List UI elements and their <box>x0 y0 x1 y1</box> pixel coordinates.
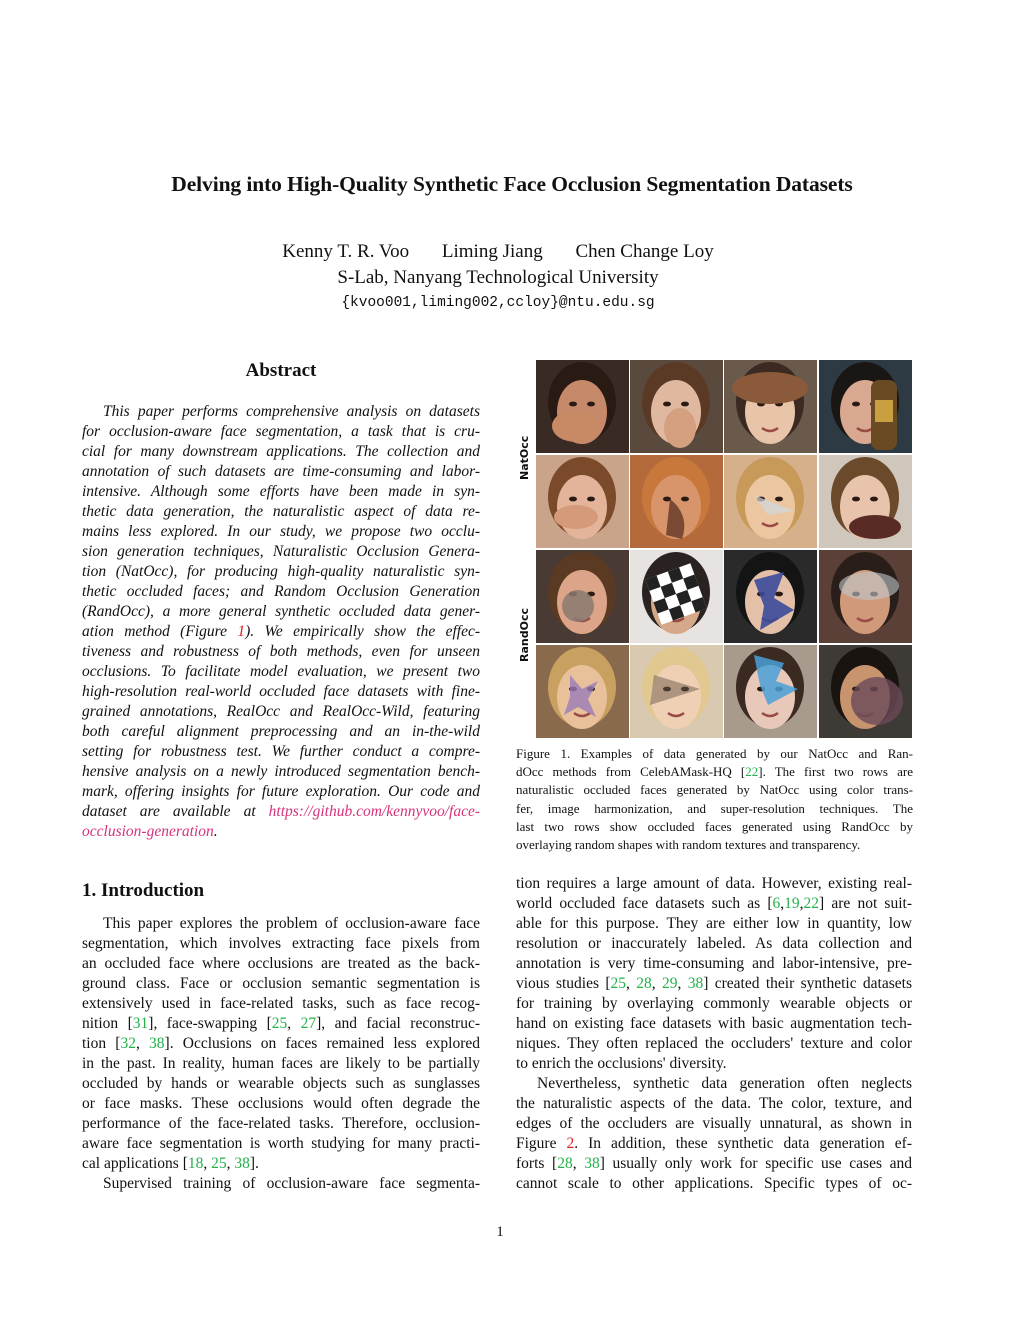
face-thumbnail <box>724 645 817 738</box>
citation[interactable]: 38 <box>584 1155 600 1172</box>
text-fragment: , <box>651 975 662 992</box>
text-line: performance of the face-related tasks. Therefore, occlusion- <box>82 1115 480 1132</box>
right-column-body <box>516 874 912 1194</box>
row-label-randocc: RandOcc <box>518 608 531 662</box>
text-fragment: . <box>213 823 218 840</box>
row-label-natocc: NatOcc <box>518 435 531 480</box>
text-line: (RandOcc), a more general synthetic occluded data gener- <box>82 603 480 620</box>
text-fragment: vious studies [ <box>516 975 611 992</box>
text-line: sion generation techniques, Naturalistic Occlusion Genera- <box>82 543 480 560</box>
text-line: edges of the occluders are visually unnatural, as shown in <box>516 1115 912 1132</box>
face-thumbnail <box>536 645 629 738</box>
text-line <box>82 802 480 822</box>
citation[interactable]: 19 <box>784 895 800 912</box>
text-line: aware face segmentation is worth studying for many practi- <box>82 1135 480 1152</box>
text-fragment: , <box>626 975 637 992</box>
text-line: for training by overlaying commonly wearable objects or <box>516 995 912 1012</box>
section-heading: 1. Introduction <box>82 880 205 901</box>
text-line: This paper explores the problem of occlusion-aware face <box>103 915 480 932</box>
text-fragment: , <box>799 895 804 912</box>
figure-1 <box>516 360 913 740</box>
text-line <box>516 894 912 914</box>
text-line: an occluded face where occlusions are treated as the back- <box>82 955 480 972</box>
affiliation: S-Lab, Nanyang Technological University <box>337 267 659 288</box>
text-line <box>82 1014 480 1034</box>
citation[interactable]: 29 <box>662 975 678 992</box>
text-line: Supervised training of occlusion-aware face segmenta- <box>103 1175 480 1192</box>
text-line: extensively used in face-related tasks, such as face recog- <box>82 995 480 1012</box>
text-fragment: world occluded face datasets such as [ <box>516 895 773 912</box>
text-line: occlusions. To facilitate model evaluation, we present two <box>82 663 480 680</box>
text-fragment: , <box>203 1155 212 1172</box>
citation[interactable]: 18 <box>187 1155 204 1172</box>
text-fragment: ] created their synthetic datasets <box>703 975 912 992</box>
text-line <box>516 1134 912 1154</box>
text-line: setting for robustness test. We further conduct a compre- <box>82 743 480 760</box>
text-fragment: ]. The first two rows are <box>758 764 913 780</box>
text-line: grained annotations, RealOcc and RealOcc-Wild, featuring <box>82 703 480 720</box>
text-line: cannot scale to other applications. Specific types of oc- <box>516 1175 912 1192</box>
text-fragment: , <box>287 1015 301 1032</box>
text-line: annotation of such datasets are time-consuming and labor- <box>82 463 480 480</box>
face-thumbnail <box>536 455 629 548</box>
text-line: mark, offering insights for future exploration. Our code and <box>82 783 480 800</box>
citation[interactable]: 25 <box>211 1155 227 1172</box>
code-link[interactable]: occlusion-generation <box>82 823 214 840</box>
text-line: or face masks. These occlusions would often degrade the <box>82 1095 480 1112</box>
face-thumbnail <box>819 550 912 643</box>
text-line: annotation is very time-consuming and labor-intensive, pre- <box>516 955 912 972</box>
text-line: in the past. In reality, human faces are likely to be partially <box>82 1055 480 1072</box>
text-fragment: dataset are available at <box>82 803 269 820</box>
abstract-heading: Abstract <box>245 360 317 381</box>
citation[interactable]: 38 <box>149 1035 165 1052</box>
text-line: hensive analysis on a newly introduced segmentation bench- <box>82 763 480 780</box>
text-line: tion (NatOcc), for producing high-quality naturalistic syn- <box>82 563 480 580</box>
text-line: fer, image harmonization, and super-resolution techniques. The <box>516 800 913 816</box>
text-line: last two rows show occluded faces generated using RandOcc by <box>516 818 913 834</box>
face-thumbnail <box>819 645 912 738</box>
figure-ref[interactable]: 1 <box>237 623 246 640</box>
citation[interactable]: 22 <box>803 895 820 912</box>
text-fragment: , <box>780 895 785 912</box>
author: Kenny T. R. Voo <box>282 241 410 262</box>
page-number: 1 <box>496 1224 504 1240</box>
text-line: to enrich the occlusions' diversity. <box>516 1055 727 1072</box>
text-line <box>82 1154 480 1174</box>
text-line: tiveness and robustness of both methods, even for unseen <box>82 643 480 660</box>
figure-ref[interactable]: 2 <box>566 1135 575 1152</box>
text-line: cial for many downstream applications. The collection and <box>82 443 480 460</box>
text-line <box>82 822 480 842</box>
text-fragment: ]. Occlusions on faces remained less explored <box>164 1035 481 1052</box>
citation[interactable]: 22 <box>745 764 759 780</box>
text-fragment: , <box>226 1155 235 1172</box>
figure-caption <box>516 745 913 854</box>
text-line: able for this purpose. They are either low in quantity, low <box>516 915 912 932</box>
text-line: the naturalistic aspects of the data. The color, texture, and <box>516 1095 912 1112</box>
text-fragment: ] are not suit- <box>819 895 912 912</box>
citation[interactable]: 25 <box>271 1015 288 1032</box>
text-line: high-resolution real-world occluded face datasets with fine- <box>82 683 480 700</box>
text-line: This paper performs comprehensive analysis on datasets <box>103 403 480 420</box>
face-thumbnail <box>819 455 912 548</box>
text-line <box>516 763 913 781</box>
citation[interactable]: 38 <box>687 975 704 992</box>
citation[interactable]: 25 <box>610 975 627 992</box>
text-line <box>516 974 912 994</box>
citation[interactable]: 32 <box>120 1035 136 1052</box>
paper-title: Delving into High-Quality Synthetic Face Occlusion Segmentation Datasets <box>171 172 853 196</box>
text-fragment: ], face-swapping [ <box>148 1015 272 1032</box>
face-thumbnail <box>630 550 723 643</box>
text-line: both careful alignment preprocessing and an in-the-wild <box>82 723 480 740</box>
text-line: resolution or inaccurately labeled. As data collection and <box>516 935 912 952</box>
text-fragment: dOcc methods from CelebAMask-HQ [ <box>516 764 746 780</box>
text-fragment: ] usually only work for specific use cases and <box>599 1155 913 1172</box>
citation[interactable]: 38 <box>234 1155 250 1172</box>
author: Chen Change Loy <box>575 241 714 262</box>
text-line: Figure 1. Examples of data generated by our NatOcc and Ran- <box>516 746 913 761</box>
face-thumbnail <box>724 360 817 453</box>
citation[interactable]: 28 <box>636 975 652 992</box>
text-line <box>82 622 480 642</box>
text-fragment: tion [ <box>82 1035 121 1052</box>
text-fragment: , <box>572 1155 585 1172</box>
text-line: mains less explored. In our study, we propose two occlu- <box>82 523 480 540</box>
face-thumbnail <box>630 645 723 738</box>
face-thumbnail <box>630 455 723 548</box>
intro-body <box>82 914 480 1194</box>
text-line: niques. They often replaced the occluders' texture and color <box>516 1035 912 1052</box>
text-fragment: ation method (Figure <box>82 623 238 640</box>
text-line: segmentation, which involves extracting face pixels from <box>82 935 480 952</box>
text-line: thetic data generation, the naturalistic aspect of data re- <box>82 503 480 520</box>
text-line: intensive. Although some efforts have been made in syn- <box>82 483 480 500</box>
face-thumbnail <box>724 550 817 643</box>
citation[interactable]: 6 <box>772 895 781 912</box>
code-link[interactable]: https://github.com/kennyvoo/face- <box>268 803 480 820</box>
text-line: Nevertheless, synthetic data generation often neglects <box>537 1075 912 1092</box>
text-line <box>516 1154 912 1174</box>
abstract-body <box>82 402 480 842</box>
face-thumbnail <box>536 550 629 643</box>
citation[interactable]: 27 <box>300 1015 317 1032</box>
text-fragment: , <box>135 1035 150 1052</box>
text-line: for occlusion-aware face segmentation, a task that is cru- <box>82 423 480 440</box>
text-line: occluded by hands or wearable objects such as sunglasses <box>82 1075 480 1092</box>
text-fragment: forts [ <box>516 1155 558 1172</box>
text-fragment: ], and facial reconstruc- <box>316 1015 481 1032</box>
text-line: naturalistic occluded faces generated by NatOcc using color trans- <box>516 782 913 798</box>
email: {kvoo001,liming002,ccloy}@ntu.edu.sg <box>341 295 655 311</box>
text-line: thetic occluded faces; and Random Occlusion Generation <box>82 583 480 600</box>
text-line: overlaying random shapes with random textures and transparency. <box>516 836 861 852</box>
text-fragment: ). We empirically show the effec- <box>245 623 481 640</box>
text-fragment: cal applications [ <box>82 1155 188 1172</box>
text-line: tion requires a large amount of data. However, existing real- <box>516 875 912 892</box>
citation[interactable]: 28 <box>557 1155 573 1172</box>
text-fragment: , <box>677 975 688 992</box>
author: Liming Jiang <box>441 241 543 262</box>
citation[interactable]: 31 <box>132 1015 149 1032</box>
text-line <box>82 1034 480 1054</box>
text-fragment: nition [ <box>82 1015 133 1032</box>
text-fragment: ]. <box>249 1155 259 1172</box>
face-thumbnail <box>536 360 629 453</box>
text-line: ground class. Face or occlusion semantic segmentation is <box>82 975 480 992</box>
face-thumbnail <box>630 360 723 453</box>
text-fragment: . In addition, these synthetic data generation ef- <box>574 1135 913 1152</box>
text-fragment: Figure <box>516 1135 567 1152</box>
author-list <box>60 241 936 263</box>
face-thumbnail <box>819 360 912 453</box>
text-line: hand on existing face datasets with basic augmentation tech- <box>516 1015 912 1032</box>
face-thumbnail <box>724 455 817 548</box>
